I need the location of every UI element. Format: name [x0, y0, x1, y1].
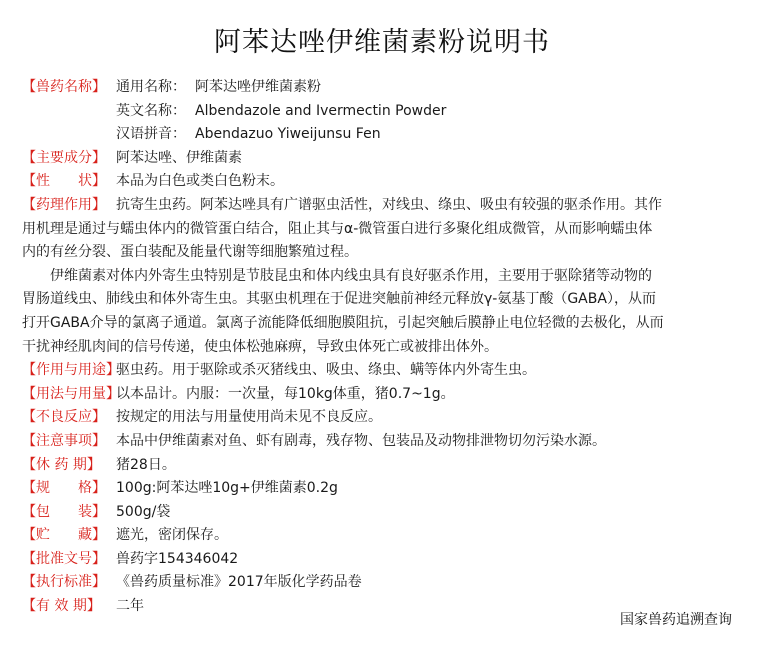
- section-standard: [22, 571, 744, 595]
- english-name-value: Albendazole and Ivermectin Powder: [195, 102, 447, 119]
- section-value: 兽药字154346042: [116, 550, 239, 567]
- section-label: 【用法与用量】: [22, 385, 120, 402]
- section-value: 以本品计。内服：一次量，每10kg体重，猪0.7~1g。: [116, 385, 455, 402]
- section-package: [22, 501, 744, 525]
- instruction-body: [22, 76, 744, 619]
- section-label: 【注意事项】: [22, 432, 106, 449]
- section-value: 遮光，密闭保存。: [116, 527, 228, 544]
- english-name-row: [22, 100, 744, 124]
- pinyin-label: 汉语拼音：: [116, 126, 186, 143]
- section-withdrawal: [22, 454, 744, 478]
- pharmacology-line: 打开GABA介导的氯离子通道。氯离子流能降低细胞膜阻抗，引起突触后膜静止电位轻微的去极化，从而: [22, 314, 664, 331]
- pharmacology-line: 伊维菌素对体内外寄生虫特别是节肢昆虫和体内线虫具有良好驱杀作用，主要用于驱除猪等动物的: [50, 267, 652, 284]
- section-value: 猪28日。: [116, 456, 176, 473]
- pharmacology-line: 抗寄生虫药。阿苯达唑具有广谱驱虫活性，对线虫、绦虫、吸虫有较强的驱杀作用。其作: [116, 196, 662, 213]
- traceability-query-link[interactable]: 国家兽药追溯查询: [620, 612, 732, 628]
- section-value: 按规定的用法与用量使用尚未见不良反应。: [116, 409, 382, 426]
- english-name-label: 英文名称：: [116, 102, 186, 119]
- section-value: 驱虫药。用于驱除或杀灭猪线虫、吸虫、绦虫、螨等体内外寄生虫。: [116, 362, 536, 379]
- pharmacology-line: 胃肠道线虫、肺线虫和体外寄生虫。其驱虫机理在于促进突触前神经元释放γ-氨基丁酸（GABA），从而: [22, 291, 656, 308]
- section-label: 【兽药名称】: [22, 79, 106, 95]
- section-adverse: [22, 406, 744, 430]
- section-label: 【不良反应】: [22, 409, 106, 426]
- section-ingredients: [22, 147, 744, 171]
- section-value: 100g:阿苯达唑10g+伊维菌素0.2g: [116, 480, 338, 497]
- pharmacology-line: 内的有丝分裂、蛋白装配及能量代谢等细胞繁殖过程。: [22, 244, 358, 261]
- section-dosage: [22, 383, 744, 407]
- section-label: 【休 药 期】: [22, 456, 101, 473]
- section-character: [22, 170, 744, 194]
- section-approval: [22, 548, 744, 572]
- section-label: 【作用与用途】: [22, 362, 120, 379]
- section-value: 《兽药质量标准》2017年版化学药品卷: [116, 574, 362, 591]
- section-label: 【性 状】: [22, 173, 106, 190]
- pinyin-value: Abendazuo Yiweijunsu Fen: [195, 126, 381, 143]
- section-precautions: [22, 430, 744, 454]
- section-label: 【主要成分】: [22, 149, 106, 166]
- document-title: 阿苯达唑伊维菌素粉说明书: [214, 27, 550, 58]
- common-name-label: 通用名称：: [116, 79, 186, 95]
- section-drug-name: [22, 76, 744, 100]
- section-storage: [22, 524, 744, 548]
- section-label: 【有 效 期】: [22, 598, 101, 615]
- section-value: 本品中伊维菌素对鱼、虾有剧毒，残存物、包装品及动物排泄物切勿污染水源。: [116, 432, 606, 449]
- pinyin-row: [22, 123, 744, 147]
- section-label: 【批准文号】: [22, 550, 106, 567]
- section-value: 二年: [116, 598, 144, 615]
- common-name-value: 阿苯达唑伊维菌素粉: [195, 79, 321, 95]
- section-value: 500g/袋: [116, 503, 171, 520]
- section-label: 【执行标准】: [22, 574, 106, 591]
- section-label: 【药理作用】: [22, 196, 106, 213]
- section-value: 本品为白色或类白色粉末。: [116, 173, 284, 190]
- section-indications: [22, 359, 744, 383]
- section-label: 【贮 藏】: [22, 527, 106, 544]
- pharmacology-line: 用机理是通过与蠕虫体内的微管蛋白结合，阻止其与α-微管蛋白进行多聚化组成微管，从而影响蠕虫体: [22, 220, 653, 237]
- section-spec: [22, 477, 744, 501]
- section-label: 【包 装】: [22, 503, 106, 520]
- pharmacology-line: 干扰神经肌肉间的信号传递，使虫体松弛麻痹，导致虫体死亡或被排出体外。: [22, 338, 498, 355]
- section-label: 【规 格】: [22, 480, 106, 497]
- section-pharmacology: [22, 194, 744, 218]
- section-value: 阿苯达唑、伊维菌素: [116, 149, 242, 166]
